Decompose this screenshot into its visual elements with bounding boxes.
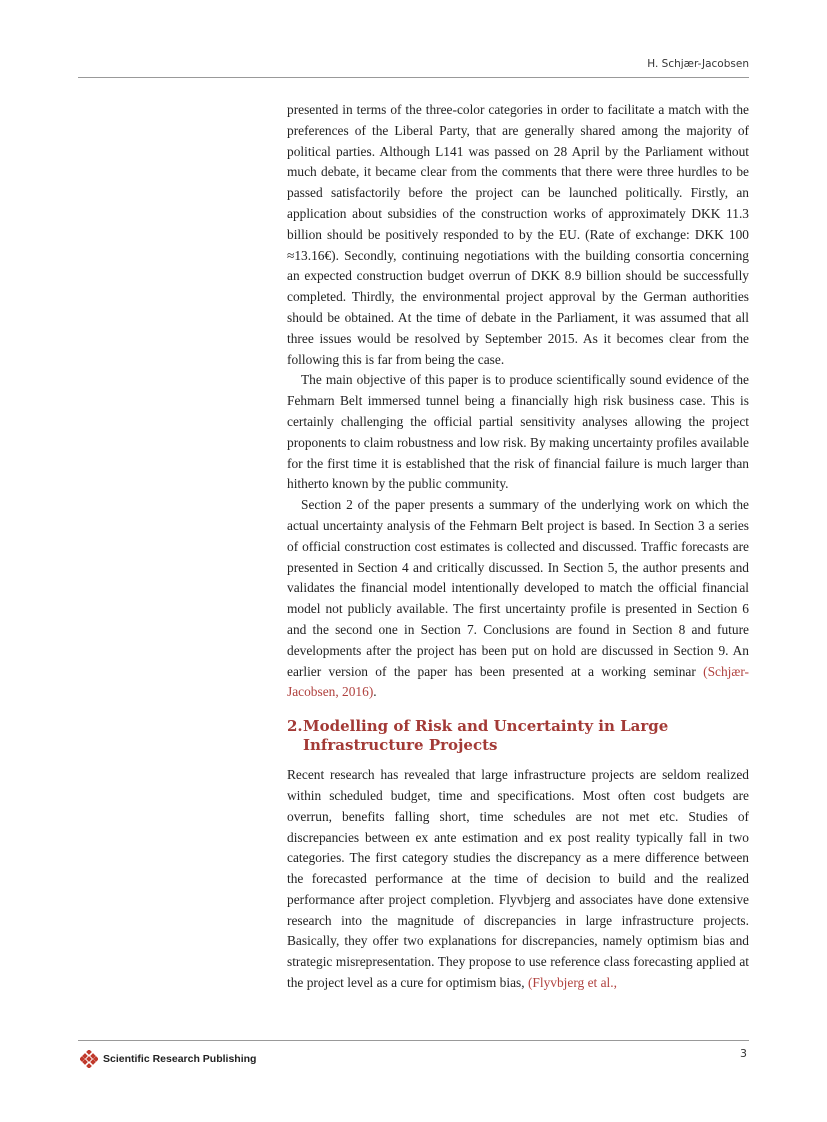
publisher-logo xyxy=(80,1050,256,1068)
citation-flyvbjerg[interactable]: (Flyvbjerg et al., xyxy=(527,975,617,991)
paragraph-1: presented in terms of the three-color categories in order to facilitate a match with the preferences of the Liberal Party, that are generally shared among the majority of political parties. Although L141 was passed on 28 April by the Parliament without much debate, it became clear from the comments that there were three hurdles to be passed satisfactorily before the project can be launched politically. Firstly, an application about subsidies of the construction works of approximately DKK 11.3 billion should be positively responded to by the EU. (Rate of exchange: DKK 100 ≈13.16€). Secondly, continuing negotiations with the building consortia concerning an expected construction budget overrun of DKK 8.9 billion should be successfully completed. Thirdly, the environmental project approval by the German authorities should be obtained. At the time of debate in the Parliament, it was assumed that all three issues would be resolved by September 2015. As it becomes clear from the following this is far from being the case. xyxy=(287,102,749,367)
paragraph-3-text: Section 2 of the paper presents a summary of the underlying work on which the actual uncertainty analysis of the Fehmarn Belt project is based. In Section 3 a series of official construction cost estimates is collected and discussed. Traffic forecasts are presented in Section 4 and critically discussed. In Section 5, the author presents and validates the financial model intentionally developed to match the official financial model not publicly available. The first uncertainty profile is presented in Section 6 and the second one in Section 7. Conclusions are found in Section 8 and future developments after the project has been put on hold are discussed in Section 9. An earlier version of the paper has been presented at a working seminar xyxy=(287,497,749,679)
citation-schjaer-jacobsen-2016[interactable]: (Schjær-Jacobsen, 2016) xyxy=(287,663,749,700)
running-head-author: H. Schjær-Jacobsen xyxy=(647,58,749,70)
section-2-title-line1: Modelling of Risk and Uncertainty in Large xyxy=(303,717,669,736)
paragraph-4 xyxy=(287,765,749,994)
scirp-logo-icon xyxy=(80,1050,98,1068)
paragraph-3 xyxy=(287,495,749,703)
body-text xyxy=(287,100,749,994)
section-2-number: 2. xyxy=(287,717,303,736)
section-2-title-line2: Infrastructure Projects xyxy=(303,736,498,755)
paragraph-4-text: Recent research has revealed that large infrastructure projects are seldom realized within scheduled budget, time and specifications. Most often cost budgets are overrun, benefits falling short, time schedules are not met etc. Studies of discrepancies between ex ante estimation and ex post reality typically fall in two categories. The first category studies the discrepancy as a mere difference between the forecasted performance at the time of decision to build and the realized performance after project completion. Flyvbjerg and associates have done extensive research into the magnitude of discrepancies in large infrastructure projects. Basically, they offer two explanations for discrepancies, namely optimism bias and strategic misrepresentation. They propose to use reference class forecasting applied at the project level as a cure for optimism bias, xyxy=(287,767,749,991)
paragraph-3-end: . xyxy=(373,684,377,700)
paragraph-2: The main objective of this paper is to produce scientifically sound evidence of the Fehmarn Belt immersed tunnel being a financially high risk business case. This is certainly challenging the official partial sensitivity analyses allowing the project proponents to claim robustness and low risk. By making uncertainty profiles available for the first time it is established that the risk of financial failure is much larger than hitherto known by the public community. xyxy=(287,372,749,492)
header-rule xyxy=(78,77,749,78)
footer-rule xyxy=(78,1040,749,1041)
page-number: 3 xyxy=(740,1047,747,1060)
publisher-name: Scientific Research Publishing xyxy=(103,1053,257,1065)
section-2-heading xyxy=(287,717,749,755)
